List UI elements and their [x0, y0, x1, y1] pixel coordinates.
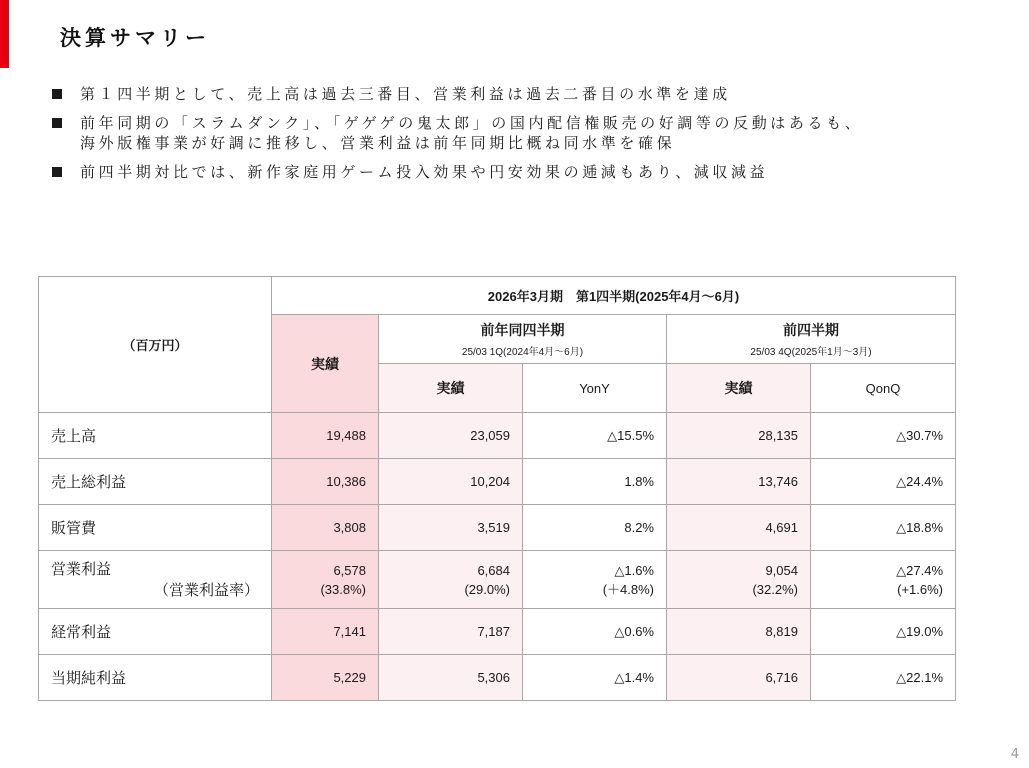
prev-year-margin: (29.0%) — [464, 581, 510, 597]
summary-bullets — [52, 84, 1012, 191]
prev-year-value: 3,519 — [379, 505, 523, 551]
square-bullet-icon — [52, 118, 62, 128]
yony-amount: △1.6% — [614, 562, 654, 578]
yony-value: △1.4% — [523, 655, 667, 701]
yony-margin: (＋4.8%) — [602, 581, 654, 597]
current-value: 10,386 — [272, 459, 379, 505]
prev-quarter-actual-header: 実績 — [667, 364, 811, 413]
period-header: 2026年3月期 第1四半期(2025年4月～6月) — [272, 277, 956, 315]
qonq-value: △22.1% — [811, 655, 956, 701]
row-label-sub: （営業利益率） — [153, 581, 259, 599]
row-label: 売上総利益 — [39, 459, 272, 505]
bullet-item — [52, 84, 1012, 104]
prev-quarter-value: 6,716 — [667, 655, 811, 701]
prev-quarter-value: 28,135 — [667, 413, 811, 459]
yony-value: △0.6% — [523, 609, 667, 655]
yony-value: △15.5% — [523, 413, 667, 459]
page-title: 決算サマリー — [60, 26, 210, 50]
qonq-margin: (+1.6%) — [897, 581, 944, 597]
table-row-sga — [39, 505, 956, 551]
prev-year-header — [379, 315, 667, 364]
prev-year-value: 23,059 — [379, 413, 523, 459]
bullet-text: 前四半期対比では、新作家庭用ゲーム投入効果や円安効果の逓減もあり、減収減益 — [80, 163, 769, 181]
row-label: 当期純利益 — [39, 655, 272, 701]
bullet-text: 第１四半期として、売上高は過去三番目、営業利益は過去二番目の水準を達成 — [80, 85, 731, 103]
current-value: 19,488 — [272, 413, 379, 459]
prev-year-amount: 6,684 — [477, 562, 510, 578]
table-row-sales — [39, 413, 956, 459]
prev-year-value: 5,306 — [379, 655, 523, 701]
row-label: 経常利益 — [39, 609, 272, 655]
table-row-gross-profit — [39, 459, 956, 505]
accent-bar — [0, 0, 9, 68]
prev-year-value — [379, 551, 523, 609]
row-label-main: 営業利益 — [51, 560, 112, 578]
prev-year-actual-header: 実績 — [379, 364, 523, 413]
yony-value: 1.8% — [523, 459, 667, 505]
current-value: 3,808 — [272, 505, 379, 551]
prev-quarter-margin: (32.2%) — [752, 581, 798, 597]
prev-year-title: 前年同四半期 — [480, 322, 565, 338]
page-number: 4 — [1010, 747, 1019, 762]
header-row-period — [39, 277, 956, 315]
current-amount: 6,578 — [333, 562, 366, 578]
yony-value: 8.2% — [523, 505, 667, 551]
bullet-item — [52, 113, 1012, 153]
qonq-amount: △27.4% — [896, 562, 944, 578]
current-value — [272, 551, 379, 609]
current-margin: (33.8%) — [320, 581, 366, 597]
prev-quarter-header — [667, 315, 956, 364]
prev-quarter-amount: 9,054 — [765, 562, 798, 578]
qonq-value: △24.4% — [811, 459, 956, 505]
row-label: 販管費 — [39, 505, 272, 551]
square-bullet-icon — [52, 89, 62, 99]
row-label — [39, 551, 272, 609]
qonq-value: △18.8% — [811, 505, 956, 551]
table-row-operating-income — [39, 551, 956, 609]
prev-quarter-value: 4,691 — [667, 505, 811, 551]
prev-quarter-value: 8,819 — [667, 609, 811, 655]
bullet-text: 前年同期の「スラムダンク」、「ゲゲゲの鬼太郎」の国内配信権販売の好調等の反動はあるも、 海外版権事業が好調に推移し、営業利益は前年同期比概ね同水準を確保 — [80, 114, 864, 152]
prev-quarter-period: 25/03 4Q(2025年1月～3月) — [750, 347, 872, 358]
current-value: 5,229 — [272, 655, 379, 701]
prev-year-value: 7,187 — [379, 609, 523, 655]
qonq-value: △19.0% — [811, 609, 956, 655]
qonq-header: QonQ — [811, 364, 956, 413]
current-actual-header: 実績 — [272, 315, 379, 413]
financial-summary-table — [38, 276, 956, 701]
prev-year-period: 25/03 1Q(2024年4月～6月) — [461, 347, 584, 358]
qonq-value — [811, 551, 956, 609]
table-row-net-income — [39, 655, 956, 701]
prev-quarter-title: 前四半期 — [783, 322, 839, 338]
table-row-ordinary-income — [39, 609, 956, 655]
bullet-item — [52, 162, 1012, 182]
qonq-value: △30.7% — [811, 413, 956, 459]
yony-value — [523, 551, 667, 609]
row-label: 売上高 — [39, 413, 272, 459]
prev-quarter-value: 13,746 — [667, 459, 811, 505]
prev-quarter-value — [667, 551, 811, 609]
prev-year-value: 10,204 — [379, 459, 523, 505]
unit-header: （百万円） — [39, 277, 272, 413]
square-bullet-icon — [52, 167, 62, 177]
yony-header: YonY — [523, 364, 667, 413]
current-value: 7,141 — [272, 609, 379, 655]
